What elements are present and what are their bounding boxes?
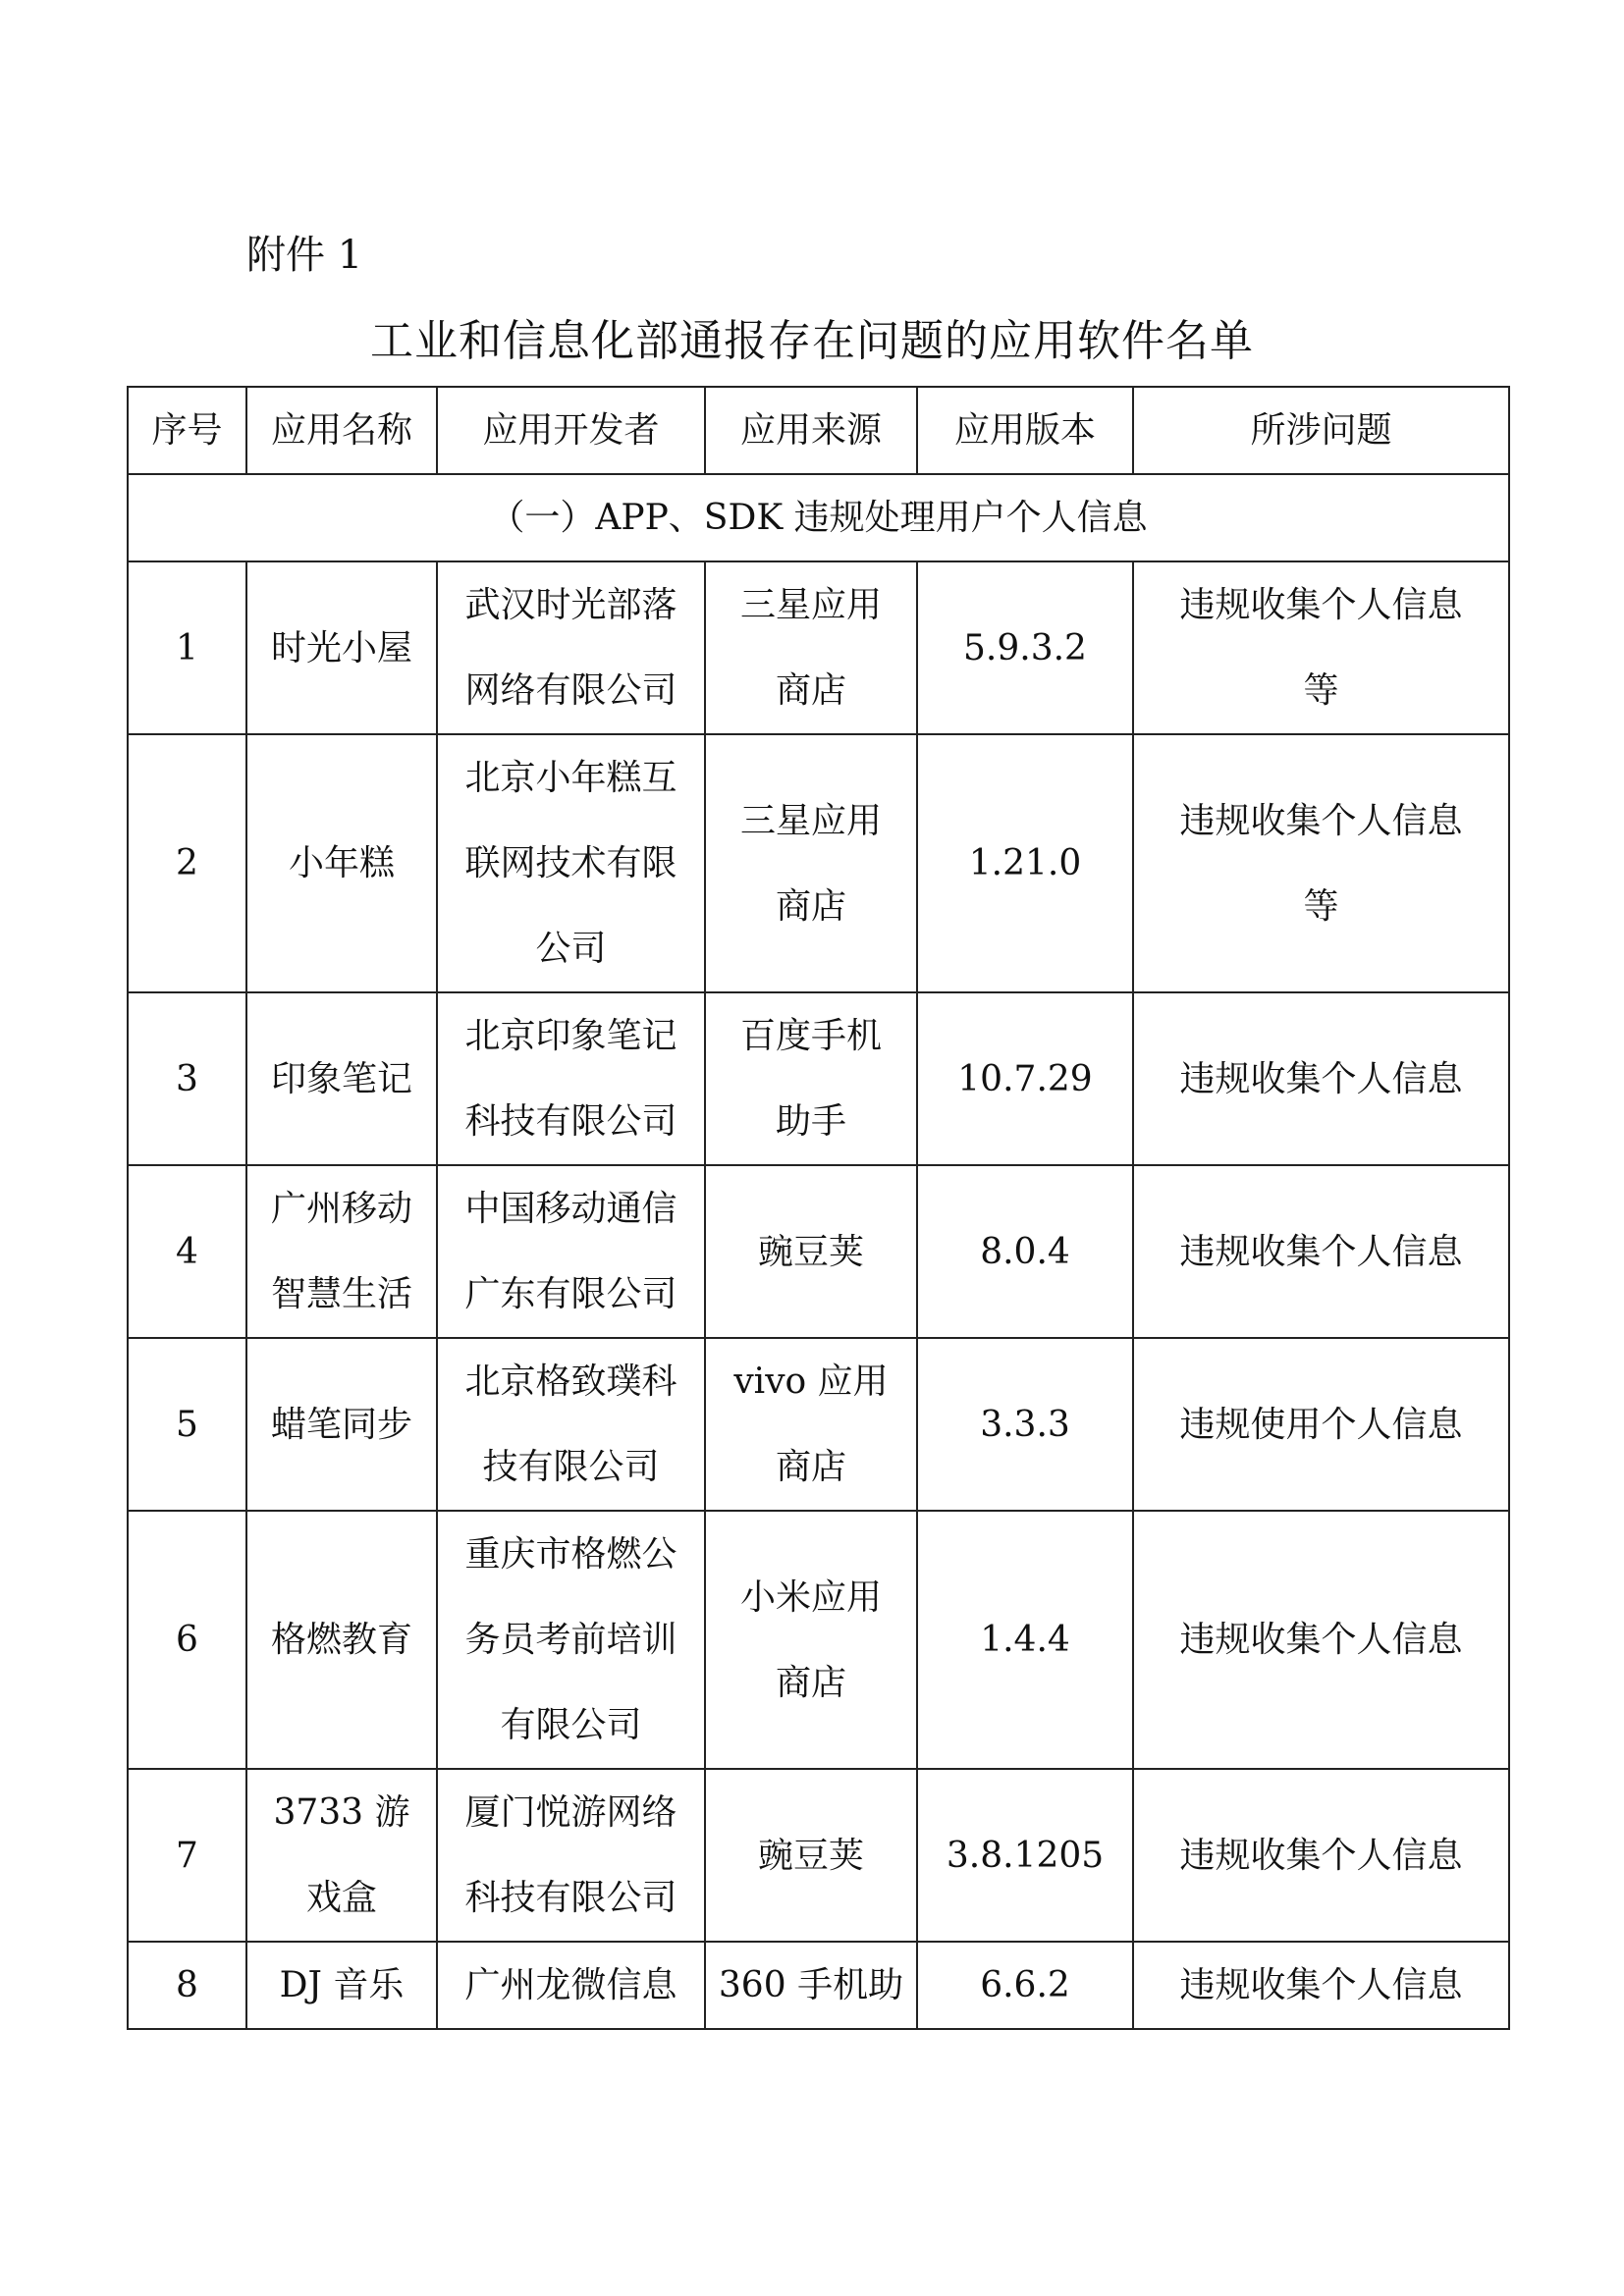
table-row <box>128 1769 1509 1942</box>
app-list-table <box>127 386 1510 2030</box>
cell-app-name-line: 小年糕 <box>288 843 395 883</box>
cell-source-line: 商店 <box>775 1447 846 1487</box>
cell-app-name <box>246 1165 437 1338</box>
cell-developer <box>437 734 705 992</box>
cell-version: 5.9.3.2 <box>917 561 1133 734</box>
table-row <box>128 1942 1509 2029</box>
cell-no: 6 <box>128 1511 246 1769</box>
cell-app-name <box>246 1769 437 1942</box>
cell-developer-line: 广州龙微信息 <box>464 1965 677 2005</box>
cell-app-name <box>246 992 437 1165</box>
cell-developer-line: 北京格致璞科 <box>464 1362 677 1402</box>
cell-no: 8 <box>128 1942 246 2029</box>
cell-source-line: vivo 应用 <box>733 1362 889 1402</box>
cell-app-name-line: 格燃教育 <box>270 1620 412 1660</box>
header-version: 应用版本 <box>917 387 1133 474</box>
cell-app-name <box>246 1338 437 1511</box>
cell-developer <box>437 1338 705 1511</box>
cell-developer-line: 厦门悦游网络 <box>464 1792 677 1833</box>
header-issue: 所涉问题 <box>1133 387 1509 474</box>
cell-source <box>705 1511 917 1769</box>
cell-source-line: 商店 <box>775 670 846 711</box>
cell-issue-line: 违规收集个人信息 <box>1179 1965 1463 2005</box>
cell-issue-line: 违规收集个人信息 <box>1179 1835 1463 1876</box>
cell-version: 3.8.1205 <box>917 1769 1133 1942</box>
cell-issue-line: 违规使用个人信息 <box>1179 1404 1463 1445</box>
cell-developer-line: 北京小年糕互 <box>464 758 677 798</box>
cell-issue-line: 违规收集个人信息 <box>1179 800 1463 841</box>
cell-issue <box>1133 1942 1509 2029</box>
cell-no: 5 <box>128 1338 246 1511</box>
cell-developer <box>437 992 705 1165</box>
table-row <box>128 1511 1509 1769</box>
cell-source-line: 商店 <box>775 885 846 927</box>
cell-developer-line: 广东有限公司 <box>464 1274 677 1314</box>
cell-issue <box>1133 992 1509 1165</box>
cell-source-line: 360 手机助 <box>718 1965 904 2005</box>
cell-issue <box>1133 1165 1509 1338</box>
cell-source-line: 三星应用 <box>739 800 882 841</box>
cell-version: 10.7.29 <box>917 992 1133 1165</box>
table-row <box>128 734 1509 992</box>
cell-no: 1 <box>128 561 246 734</box>
cell-developer <box>437 561 705 734</box>
cell-issue <box>1133 734 1509 992</box>
cell-source <box>705 1338 917 1511</box>
cell-app-name-line: 蜡笔同步 <box>270 1404 412 1445</box>
cell-issue <box>1133 1511 1509 1769</box>
cell-developer-line: 技有限公司 <box>482 1447 660 1487</box>
cell-source-line: 豌豆荚 <box>757 1231 864 1272</box>
cell-issue-line: 违规收集个人信息 <box>1179 1058 1463 1099</box>
cell-issue-line: 等 <box>1303 885 1339 927</box>
table-row <box>128 1165 1509 1338</box>
cell-developer <box>437 1769 705 1942</box>
cell-developer-line: 重庆市格燃公 <box>464 1534 677 1575</box>
cell-no: 7 <box>128 1769 246 1942</box>
table-row <box>128 1338 1509 1511</box>
cell-issue-line: 等 <box>1303 670 1339 711</box>
table-body <box>128 474 1509 2029</box>
cell-developer-line: 科技有限公司 <box>464 1878 677 1918</box>
header-developer: 应用开发者 <box>437 387 705 474</box>
cell-version: 8.0.4 <box>917 1165 1133 1338</box>
cell-developer-line: 武汉时光部落 <box>464 585 677 625</box>
cell-developer-line: 联网技术有限 <box>464 843 677 883</box>
cell-version: 3.3.3 <box>917 1338 1133 1511</box>
cell-version: 6.6.2 <box>917 1942 1133 2029</box>
cell-developer-line: 网络有限公司 <box>464 670 677 711</box>
cell-source-line: 豌豆荚 <box>757 1835 864 1876</box>
header-app-name: 应用名称 <box>246 387 437 474</box>
cell-app-name-line: 印象笔记 <box>270 1058 412 1099</box>
cell-source <box>705 1769 917 1942</box>
cell-app-name-line: 戏盒 <box>305 1878 377 1918</box>
cell-developer-line: 务员考前培训 <box>464 1620 677 1660</box>
table-header-row <box>128 387 1509 474</box>
cell-developer-line: 科技有限公司 <box>464 1101 677 1142</box>
cell-issue-line: 违规收集个人信息 <box>1179 585 1463 625</box>
cell-developer-line: 公司 <box>535 929 607 969</box>
cell-source-line: 商店 <box>775 1662 846 1703</box>
cell-version: 1.4.4 <box>917 1511 1133 1769</box>
cell-no: 3 <box>128 992 246 1165</box>
cell-source-line: 助手 <box>775 1101 846 1142</box>
cell-developer-line: 北京印象笔记 <box>464 1016 677 1056</box>
cell-app-name-line: 3733 游 <box>273 1792 410 1833</box>
cell-issue <box>1133 1338 1509 1511</box>
table-row <box>128 561 1509 734</box>
cell-developer-line: 有限公司 <box>500 1705 642 1745</box>
header-source: 应用来源 <box>705 387 917 474</box>
cell-source <box>705 1942 917 2029</box>
cell-source <box>705 561 917 734</box>
cell-source-line: 小米应用 <box>739 1576 882 1618</box>
cell-developer <box>437 1165 705 1338</box>
cell-issue <box>1133 1769 1509 1942</box>
cell-source <box>705 992 917 1165</box>
cell-source <box>705 1165 917 1338</box>
cell-app-name <box>246 561 437 734</box>
cell-source-line: 百度手机 <box>739 1016 882 1056</box>
table-row <box>128 992 1509 1165</box>
cell-version: 1.21.0 <box>917 734 1133 992</box>
document-title: 工业和信息化部通报存在问题的应用软件名单 <box>370 316 1254 366</box>
cell-no: 2 <box>128 734 246 992</box>
cell-app-name <box>246 734 437 992</box>
cell-source <box>705 734 917 992</box>
cell-issue <box>1133 561 1509 734</box>
cell-app-name-line: 时光小屋 <box>270 627 412 668</box>
attachment-label: 附件 1 <box>246 233 363 278</box>
cell-source-line: 三星应用 <box>739 585 882 625</box>
cell-app-name <box>246 1511 437 1769</box>
cell-issue-line: 违规收集个人信息 <box>1179 1620 1463 1660</box>
section-title: （一）APP、SDK 违规处理用户个人信息 <box>128 474 1509 561</box>
cell-issue-line: 违规收集个人信息 <box>1179 1231 1463 1272</box>
cell-app-name-line: 广州移动 <box>270 1189 412 1229</box>
cell-developer-line: 中国移动通信 <box>464 1189 677 1229</box>
section-row <box>128 474 1509 561</box>
cell-app-name-line: DJ 音乐 <box>279 1965 405 2005</box>
cell-app-name <box>246 1942 437 2029</box>
cell-app-name-line: 智慧生活 <box>270 1274 412 1314</box>
cell-developer <box>437 1942 705 2029</box>
cell-developer <box>437 1511 705 1769</box>
header-no: 序号 <box>128 387 246 474</box>
cell-no: 4 <box>128 1165 246 1338</box>
